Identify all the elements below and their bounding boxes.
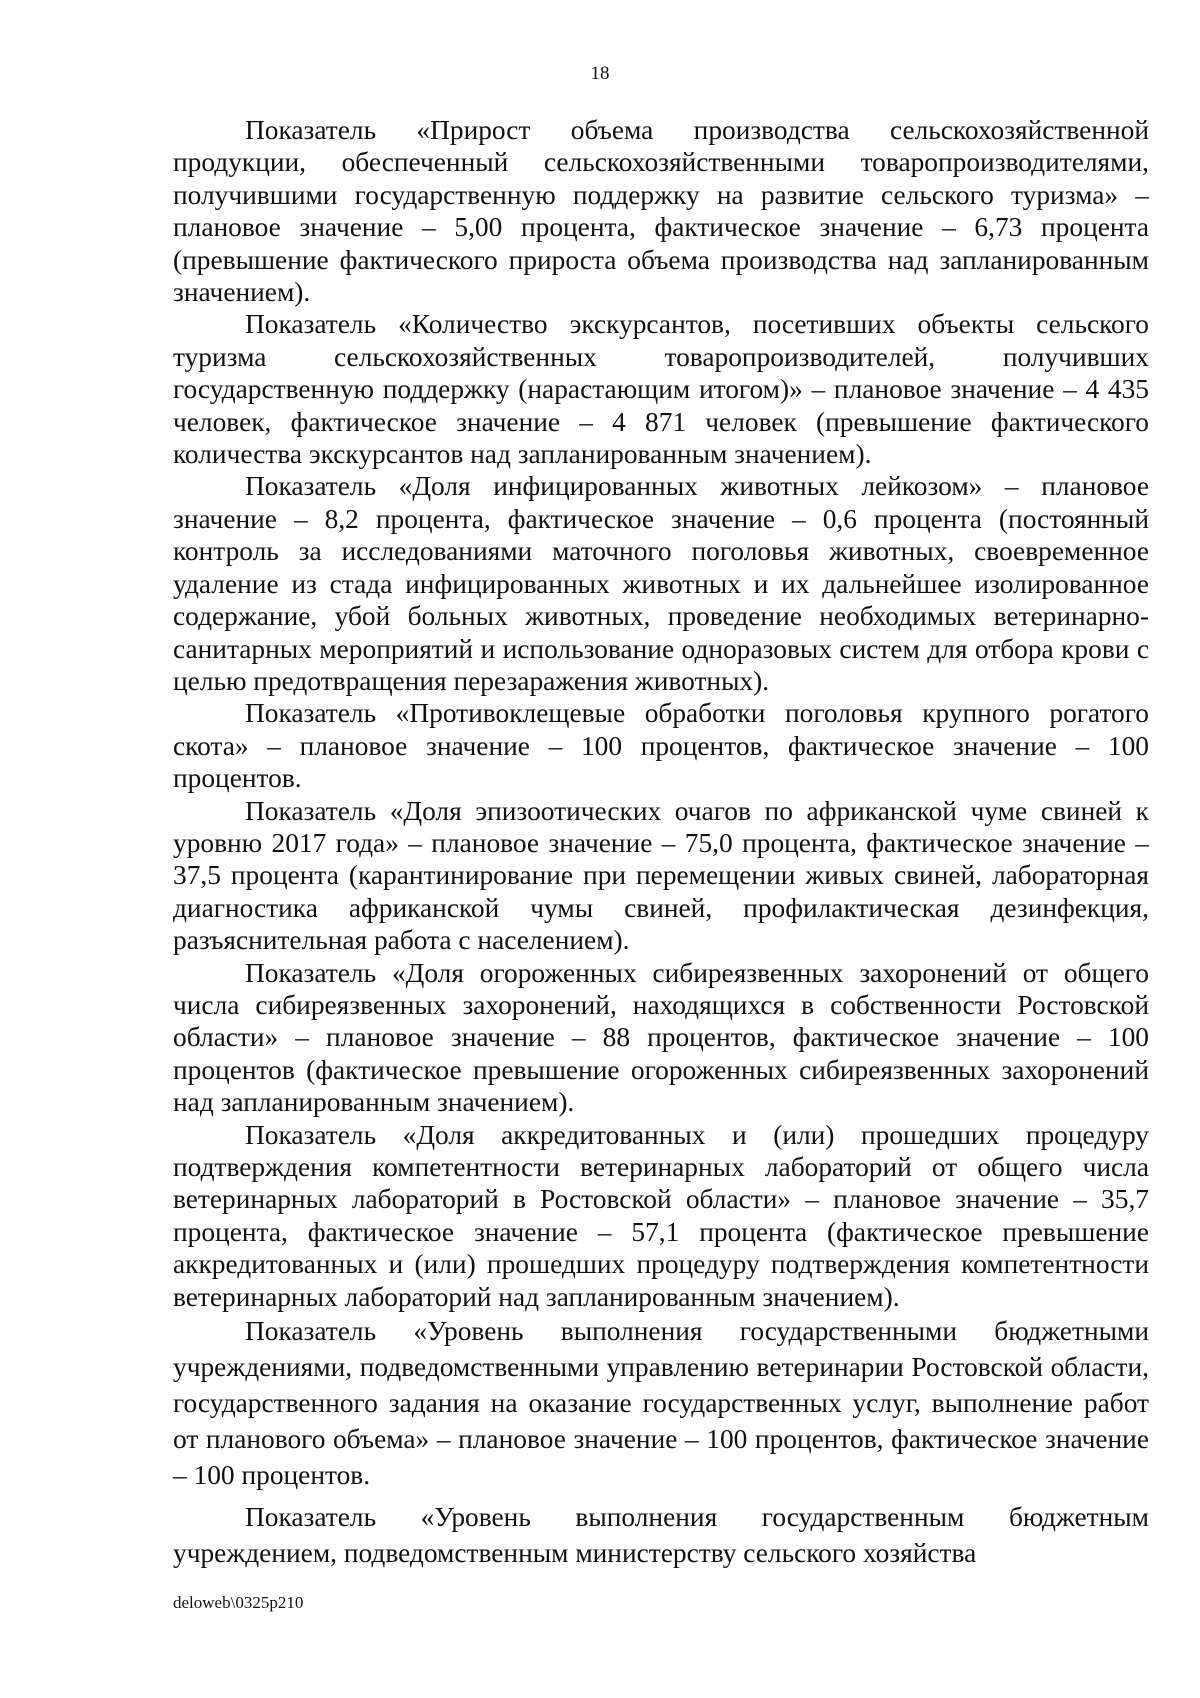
paragraph-anthrax-burials: Показатель «Доля огороженных сибиреязвенных захоронений от общего числа сибиреязвенных захоронений, находящихся в собственности Ростовской области» – плановое значение – 88 процентов, фактическое значение – 100 процентов (фактическое превышение огороженных сибиреязвенных захоронений над запланированным значением).: [173, 957, 1149, 1118]
footer-document-code: deloweb\0325p210: [173, 1593, 304, 1612]
document-body: [173, 114, 1149, 1571]
paragraph-excursionists: Показатель «Количество экскурсантов, посетивших объекты сельского туризма сельскохозяйственных товаропроизводителей, получивших государственную поддержку (нарастающим итогом)» – плановое значение – 4 435 человек, фактическое значение – 4 871 человек (превышение фактического количества экскурсантов над запланированным значением).: [173, 309, 1149, 470]
paragraph-leukosis: Показатель «Доля инфицированных животных лейкозом» – плановое значение – 8,2 процента, фактическое значение – 0,6 процента (постоянный контроль за исследованиями маточного поголовья животных, своевременное удаление из стада инфицированных животных и их дальнейшее изолированное содержание, убой больных животных, проведение необходимых ветеринарно-санитарных мероприятий и использование одноразовых систем для отбора крови с целью предотвращения перезаражения животных).: [173, 471, 1149, 696]
paragraph-vet-laboratories: Показатель «Доля аккредитованных и (или) прошедших процедуру подтверждения компетентности ветеринарных лабораторий от общего числа ветеринарных лабораторий в Ростовской области» – плановое значение – 35,7 процента, фактическое значение – 57,1 процента (фактическое превышение аккредитованных и (или) прошедших процедуру подтверждения компетентности ветеринарных лабораторий над запланированным значением).: [173, 1119, 1149, 1312]
page-number: 18: [590, 63, 610, 84]
paragraph-vet-state-assignment: Показатель «Уровень выполнения государственными бюджетными учреждениями, подведомственными управлению ветеринарии Ростовской области, государственного задания на оказание государственных услуг, выполнение работ от планового объема» – плановое значение – 100 процентов, фактическое значение – 100 процентов.: [173, 1316, 1149, 1491]
paragraph-african-swine-fever: Показатель «Доля эпизоотических очагов по африканской чуме свиней к уровню 2017 года» – плановое значение – 75,0 процента, фактическое значение – 37,5 процента (карантинирование при перемещении живых свиней, лабораторная диагностика африканской чумы свиней, профилактическая дезинфекция, разъяснительная работа с населением).: [173, 795, 1149, 956]
paragraph-rural-tourism-production: Показатель «Прирост объема производства сельскохозяйственной продукции, обеспеченный сельскохозяйственными товаропроизводителями, получившими государственную поддержку на развитие сельского туризма» – плановое значение – 5,00 процента, фактическое значение – 6,73 процента (превышение фактического прироста объема производства над запланированным значением).: [173, 115, 1149, 308]
paragraph-tick-treatment: Показатель «Противоклещевые обработки поголовья крупного рогатого скота» – плановое значение – 100 процентов, фактическое значение – 100 процентов.: [173, 698, 1149, 794]
paragraph-agriculture-ministry-assignment: Показатель «Уровень выполнения государственным бюджетным учреждением, подведомственным министерству сельского хозяйства: [173, 1502, 1149, 1569]
